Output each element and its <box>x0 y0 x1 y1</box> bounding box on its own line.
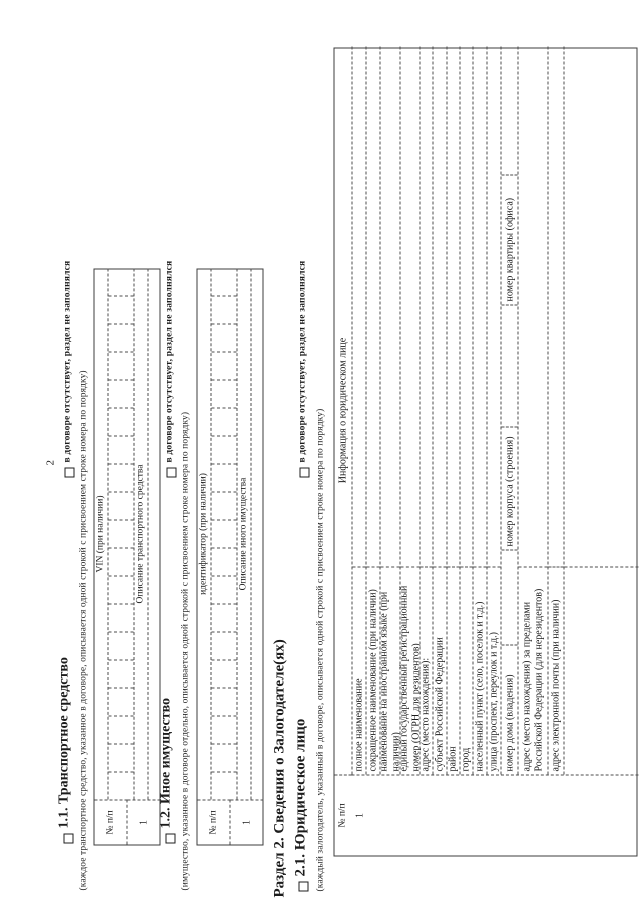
empty-row-label-cell <box>564 566 638 774</box>
char-cell[interactable] <box>211 492 236 520</box>
char-cell[interactable] <box>108 520 133 548</box>
other-property-table <box>196 268 263 845</box>
section-2-1-absent-checkbox[interactable] <box>299 467 309 477</box>
row-label: район <box>447 566 459 774</box>
table-row <box>399 46 419 774</box>
value-cell[interactable] <box>420 46 432 566</box>
section-2-1-absent-note: в договоре отсутствует, раздел не заполнялся <box>297 260 307 462</box>
section-1-1-title: 1.1. Транспортное средство <box>56 656 71 828</box>
char-cell[interactable] <box>211 380 236 408</box>
section-1-2-subtitle: (имущество, указанное в договоре отдельно, описывается одной строкой с присвоением строке номера по порядку) <box>180 411 190 890</box>
char-cell[interactable] <box>211 772 236 799</box>
legal-entity-table <box>333 47 637 856</box>
char-cell[interactable] <box>211 660 236 688</box>
building-number-label: номер корпуса (строения) <box>501 426 517 549</box>
section-1-2-title: 1.2. Иное имущество <box>158 697 173 828</box>
vin-header-cell: VIN (при наличии) <box>94 268 108 799</box>
char-cell[interactable] <box>108 688 133 716</box>
row-label: полное наименование <box>352 566 365 774</box>
legal-info-header-cell: Информация о юридическом лице <box>337 337 348 483</box>
building-number-value-cell[interactable] <box>501 304 517 426</box>
table-row <box>517 46 547 774</box>
empty-row <box>563 46 638 774</box>
property-num-header-cell: № п/п <box>197 799 230 844</box>
char-cell[interactable] <box>108 352 133 380</box>
char-cell[interactable] <box>108 268 133 296</box>
section-2-1-checkbox[interactable] <box>298 881 308 891</box>
char-cell[interactable] <box>108 744 133 772</box>
table-row <box>446 46 459 774</box>
section-2-1-subtitle: (каждый залогодатель, указанный в договоре, описывается одной строкой с присвоением строке номера по порядку) <box>315 408 325 891</box>
char-cell[interactable] <box>108 436 133 464</box>
char-cell[interactable] <box>108 576 133 604</box>
table-row <box>365 46 379 774</box>
house-number-value-cell[interactable] <box>501 549 517 644</box>
char-cell[interactable] <box>211 744 236 772</box>
apartment-number-value-cell[interactable] <box>501 46 517 174</box>
char-cell[interactable] <box>108 772 133 799</box>
char-cell[interactable] <box>108 492 133 520</box>
section-1-2-absent-checkbox[interactable] <box>166 467 176 477</box>
property-num-value-cell: 1 <box>230 799 263 844</box>
char-cell[interactable] <box>108 324 133 352</box>
row-label: адрес электронной почты (при наличии) <box>548 566 563 774</box>
table-row <box>351 46 365 774</box>
char-cell[interactable] <box>211 296 236 324</box>
apartment-number-label: номер квартиры (офиса) <box>501 174 517 304</box>
section-1-1-absent-note: в договоре отсутствует, раздел не заполнялся <box>62 260 72 462</box>
row-label: наименование на иностранном языке (при наличии) <box>380 566 399 774</box>
row-label: населенный пункт (село, поселок и т.д.) <box>473 566 486 774</box>
row-label: субъект Российской Федерации <box>433 566 446 774</box>
value-cell[interactable] <box>352 46 365 566</box>
value-cell[interactable] <box>564 46 638 566</box>
value-cell[interactable] <box>433 46 446 566</box>
value-cell[interactable] <box>380 46 399 566</box>
char-cell[interactable] <box>211 604 236 632</box>
char-cell[interactable] <box>108 408 133 436</box>
value-cell[interactable] <box>518 46 547 566</box>
vehicle-num-header-cell: № п/п <box>94 799 127 844</box>
char-cell[interactable] <box>211 576 236 604</box>
property-description-input-cell[interactable] <box>251 268 263 799</box>
table-row <box>486 46 500 774</box>
char-cell[interactable] <box>108 464 133 492</box>
char-cell[interactable] <box>211 464 236 492</box>
char-cell[interactable] <box>108 548 133 576</box>
table-row <box>432 46 446 774</box>
property-description-header-cell: Описание иного имущества <box>237 268 251 799</box>
char-cell[interactable] <box>211 268 236 296</box>
char-cell[interactable] <box>108 380 133 408</box>
identifier-header-cell: идентификатор (при наличии) <box>197 268 211 799</box>
char-cell[interactable] <box>211 548 236 576</box>
row-label: адрес (место нахождения) за пределами Российской Федерации (для нерезидентов) <box>518 566 547 774</box>
char-cell[interactable] <box>211 352 236 380</box>
char-cell[interactable] <box>211 716 236 744</box>
char-cell[interactable] <box>108 660 133 688</box>
section-1-1-absent-checkbox[interactable] <box>64 467 74 477</box>
row-label: единый государственный регистрационный номер (ОГРН для резидентов) <box>400 566 419 774</box>
row-label: город <box>460 566 472 774</box>
table-row <box>459 46 472 774</box>
char-cell[interactable] <box>108 632 133 660</box>
identifier-char-boxes[interactable] <box>211 268 237 799</box>
char-cell[interactable] <box>108 296 133 324</box>
char-cell[interactable] <box>211 408 236 436</box>
table-row <box>419 46 432 774</box>
table-row <box>379 46 399 774</box>
house-number-label: номер дома (владения) <box>501 644 517 774</box>
char-cell[interactable] <box>108 716 133 744</box>
section-1-1-checkbox[interactable] <box>63 833 73 843</box>
char-cell[interactable] <box>211 324 236 352</box>
value-cell[interactable] <box>400 46 419 566</box>
section-1-1-subtitle: (каждое транспортное средство, указанное в договоре, описывается одной строкой с присвоением строке номера по порядку) <box>78 369 88 890</box>
vehicle-table <box>93 268 160 845</box>
row-label: улица (проспект, переулок и т.д.) <box>487 566 500 774</box>
char-cell[interactable] <box>211 688 236 716</box>
section-1-2-checkbox[interactable] <box>165 833 175 843</box>
char-cell[interactable] <box>108 604 133 632</box>
value-cell[interactable] <box>447 46 459 566</box>
row-label: сокращенное наименование (при наличии) <box>366 566 379 774</box>
char-cell[interactable] <box>211 520 236 548</box>
legal-num-value-cell: 1 <box>351 774 638 855</box>
section-2-title: Раздел 2. Сведения о Залогодателе(ях) <box>271 638 287 897</box>
value-cell[interactable] <box>366 46 379 566</box>
value-cell[interactable] <box>548 46 563 566</box>
vehicle-description-header-cell: Описание транспортного средства <box>134 268 148 799</box>
table-row <box>472 46 486 774</box>
table-row <box>547 46 563 774</box>
row-label: адрес (место нахождения): <box>420 566 432 774</box>
value-cell[interactable] <box>487 46 500 566</box>
vin-char-boxes[interactable] <box>108 268 134 799</box>
char-cell[interactable] <box>211 436 236 464</box>
value-cell[interactable] <box>473 46 486 566</box>
section-1-2-absent-note: в договоре отсутствует, раздел не заполнялся <box>164 260 174 462</box>
house-number-row <box>500 46 517 774</box>
page-number: 2 <box>44 459 56 465</box>
vehicle-num-value-cell: 1 <box>127 799 160 844</box>
char-cell[interactable] <box>211 632 236 660</box>
legal-num-header-cell: № п/п <box>334 774 351 855</box>
value-cell[interactable] <box>460 46 472 566</box>
section-2-1-title: 2.1. Юридическое лицо <box>292 718 308 876</box>
